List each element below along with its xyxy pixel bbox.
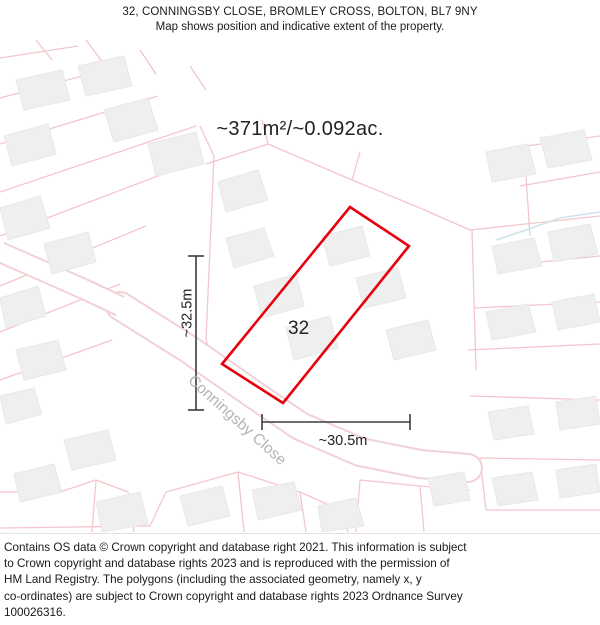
- dimension-width-label: ~30.5m: [318, 433, 368, 449]
- footer-line-2: to Crown copyright and database rights 2023 and is reproduced with the permission of: [4, 557, 450, 571]
- dimension-depth-label: ~32.5m: [179, 288, 196, 338]
- plot-number-label: 32: [288, 318, 310, 339]
- footer-line-5: 100026316.: [4, 605, 66, 619]
- copyright-footer: [0, 533, 600, 625]
- map-vector-layer: [0, 40, 600, 532]
- plot-area-label: ~371m²/~0.092ac.: [216, 118, 384, 140]
- map-canvas[interactable]: [0, 40, 600, 532]
- footer-line-1: Contains OS data © Crown copyright and database right 2021. This information is subject: [4, 541, 467, 554]
- page-title: 32, CONNINGSBY CLOSE, BROMLEY CROSS, BOLTON, BL7 9NY: [122, 6, 478, 18]
- footer-line-4: co-ordinates) are subject to Crown copyright and database rights 2023 Ordnance Survey: [4, 589, 463, 603]
- footer-line-3: HM Land Registry. The polygons (including the associated geometry, namely x, y: [4, 573, 422, 587]
- page-header: [0, 0, 600, 40]
- page-subtitle: Map shows position and indicative extent of the property.: [155, 21, 445, 33]
- street-name-label: Conningsby Close: [184, 372, 290, 469]
